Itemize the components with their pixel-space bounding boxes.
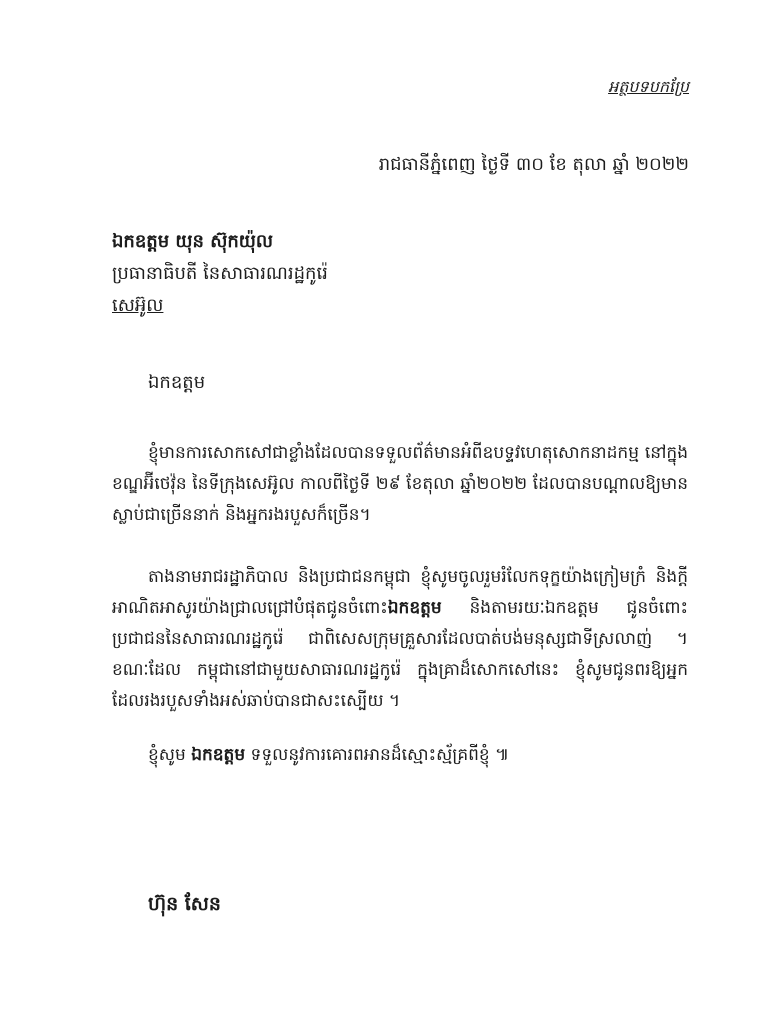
paragraph-2-part-1: តាងនាមរាជរដ្ឋាភិបាល និងប្រជាជនកម្ពុជា ខ្ញុំសូមចូលរួមរំលែកទុក្ខយ៉ាងក្រៀមក្រំ និងក្តីអាណិតអាសូរយ៉ាងជ្រាលជ្រៅបំផុតជូនចំពោះ [112, 567, 688, 618]
paragraph-2-part-2: និងតាមរយៈឯកឧត្តម ជូនចំពោះប្រជាជននៃសាធារណរដ្ឋកូរ៉េ ជាពិសេសក្រុមគ្រួសារដែលបាត់បង់មនុស្សជាទីស្រលាញ់ ។ ខណៈដែល កម្ពុជានៅជាមួយសាធារណរដ្ឋកូរ៉េ ក្នុងគ្រាដ៏សោកសៅនេះ ខ្ញុំសូមជូនពរឱ្យអ្នកដែលរងរបួសទាំងអស់ឆាប់បានជាសះស្បើយ ។ [112, 598, 688, 711]
paragraph-3-emphasis: ឯកឧត្តម [191, 745, 246, 765]
recipient-title: ប្រធានាធិបតី នៃសាធារណរដ្ឋកូរ៉េ [112, 263, 328, 284]
paragraph-2 [112, 562, 688, 739]
recipient-block [112, 226, 328, 322]
paragraph-3 [112, 740, 688, 793]
paragraph-3-text [112, 740, 688, 771]
translation-note: អត្ថបទបកប្រែ [608, 77, 689, 96]
signature-name: ហ៊ុន សែន [148, 893, 221, 915]
recipient-name: ឯកឧត្តម យុន ស៊ុកយ៉ុល [112, 231, 274, 252]
paragraph-2-text [112, 562, 688, 717]
paragraph-2-emphasis: ឯកឧត្តម [387, 598, 442, 618]
recipient-location: សេអ៊ូល [112, 295, 164, 316]
paragraph-3-part-2: ទទួលនូវការគោរពអានដ៏ស្មោះស្ម័គ្រពីខ្ញុំ ៕ [245, 745, 510, 765]
paragraph-1-text: ខ្ញុំមានការសោកសៅជាខ្លាំងដែលបានទទួលព័ត៌មានអំពីឧបទ្ទវហេតុសោកនាដកម្ម នៅក្នុងខណ្ឌអ៊ីថេវ៉ុន នៃទីក្រុងសេអ៊ូល កាលពីថ្ងៃទី ២៩ ខែតុលា ឆ្នាំ២០២២ ដែលបានបណ្តាលឱ្យមានស្លាប់ជាច្រើននាក់ និងអ្នករងរបួសក៏ច្រើន។ [112, 443, 688, 525]
date-line: រាជធានីភ្នំពេញ ថ្ងៃទី ៣០ ខែ តុលា ឆ្នាំ ២០២២ [378, 154, 689, 175]
paragraph-3-part-1: ខ្ញុំសូម [148, 745, 192, 765]
paragraph-1 [112, 438, 688, 553]
salutation: ឯកឧត្តម [148, 372, 206, 393]
